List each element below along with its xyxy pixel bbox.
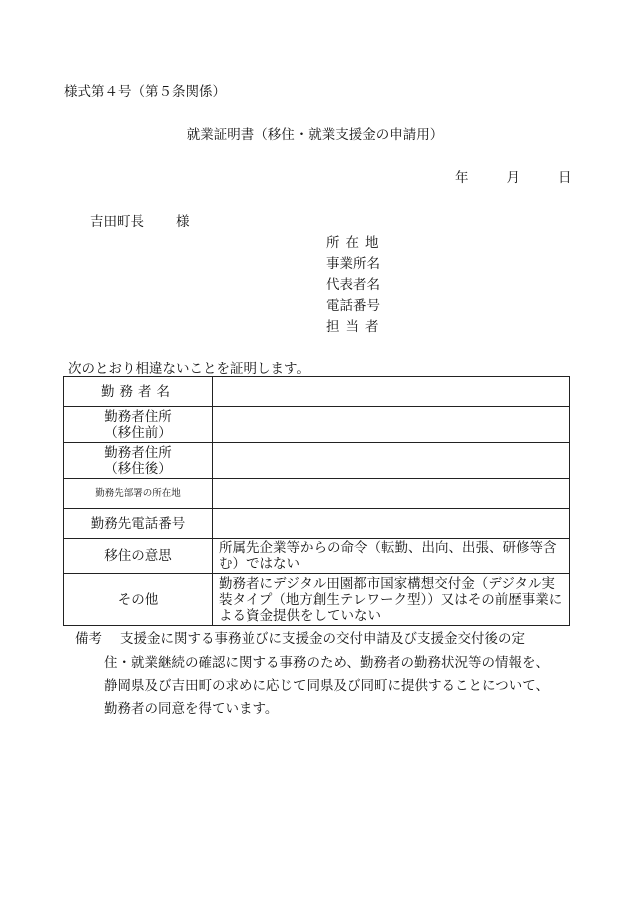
table-row bbox=[64, 443, 570, 479]
table-row bbox=[64, 539, 570, 574]
workplace-location-label: 勤務先部署の所在地 bbox=[64, 479, 213, 509]
table-row bbox=[64, 479, 570, 509]
employee-address-after-field[interactable] bbox=[213, 443, 570, 479]
addressee-honorific: 様 bbox=[176, 214, 190, 230]
workplace-location-field[interactable] bbox=[213, 479, 570, 509]
employer-contact-person-label: 担当者 bbox=[326, 319, 385, 335]
date-day-label: 日 bbox=[558, 170, 572, 186]
remarks-line: 静岡県及び吉田町の求めに応じて同県及び同町に提供することについて、 bbox=[104, 678, 549, 694]
remarks-line: 支援金に関する事務並びに支援金の交付申請及び支援金交付後の定 bbox=[120, 631, 525, 647]
table-row bbox=[64, 377, 570, 407]
workplace-phone-field[interactable] bbox=[213, 509, 570, 539]
certificate-table bbox=[63, 376, 570, 626]
table-row bbox=[64, 509, 570, 539]
workplace-phone-label: 勤務先電話番号 bbox=[64, 509, 213, 539]
date-line bbox=[455, 166, 572, 186]
date-month-label: 月 bbox=[506, 170, 520, 186]
remarks-label: 備考 bbox=[75, 631, 102, 647]
employee-address-before-label: 勤務者住所 （移住前） bbox=[64, 407, 213, 443]
employee-name-field[interactable] bbox=[213, 377, 570, 407]
employer-office-name-label: 事業所名 bbox=[326, 256, 380, 272]
relocation-intent-text: 所属先企業等からの命令（転勤、出向、出張、研修等含む）ではない bbox=[213, 539, 570, 574]
date-year-label: 年 bbox=[455, 170, 469, 186]
certification-statement: 次のとおり相違ないことを証明します。 bbox=[68, 361, 310, 377]
form-number: 様式第４号（第５条関係） bbox=[64, 84, 226, 100]
addressee-name: 吉田町長 bbox=[90, 214, 144, 230]
employee-address-before-field[interactable] bbox=[213, 407, 570, 443]
employer-location-label: 所在地 bbox=[326, 235, 385, 251]
document-title: 就業証明書（移住・就業支援金の申請用） bbox=[186, 127, 444, 143]
employer-representative-label: 代表者名 bbox=[326, 277, 380, 293]
table-row bbox=[64, 574, 570, 626]
relocation-intent-label: 移住の意思 bbox=[64, 539, 213, 574]
other-text: 勤務者にデジタル田園都市国家構想交付金（デジタル実装タイプ（地方創生テレワーク型））又はその前歴事業による資金提供をしていない bbox=[213, 574, 570, 626]
employer-phone-label: 電話番号 bbox=[326, 298, 380, 314]
other-label: その他 bbox=[64, 574, 213, 626]
table-row bbox=[64, 407, 570, 443]
employee-address-after-label: 勤務者住所 （移住後） bbox=[64, 443, 213, 479]
employee-name-label: 勤務者名 bbox=[64, 377, 213, 407]
remarks-line: 勤務者の同意を得ています。 bbox=[104, 701, 279, 717]
remarks-line: 住・就業継続の確認に関する事務のため、勤務者の勤務状況等の情報を、 bbox=[104, 655, 549, 671]
